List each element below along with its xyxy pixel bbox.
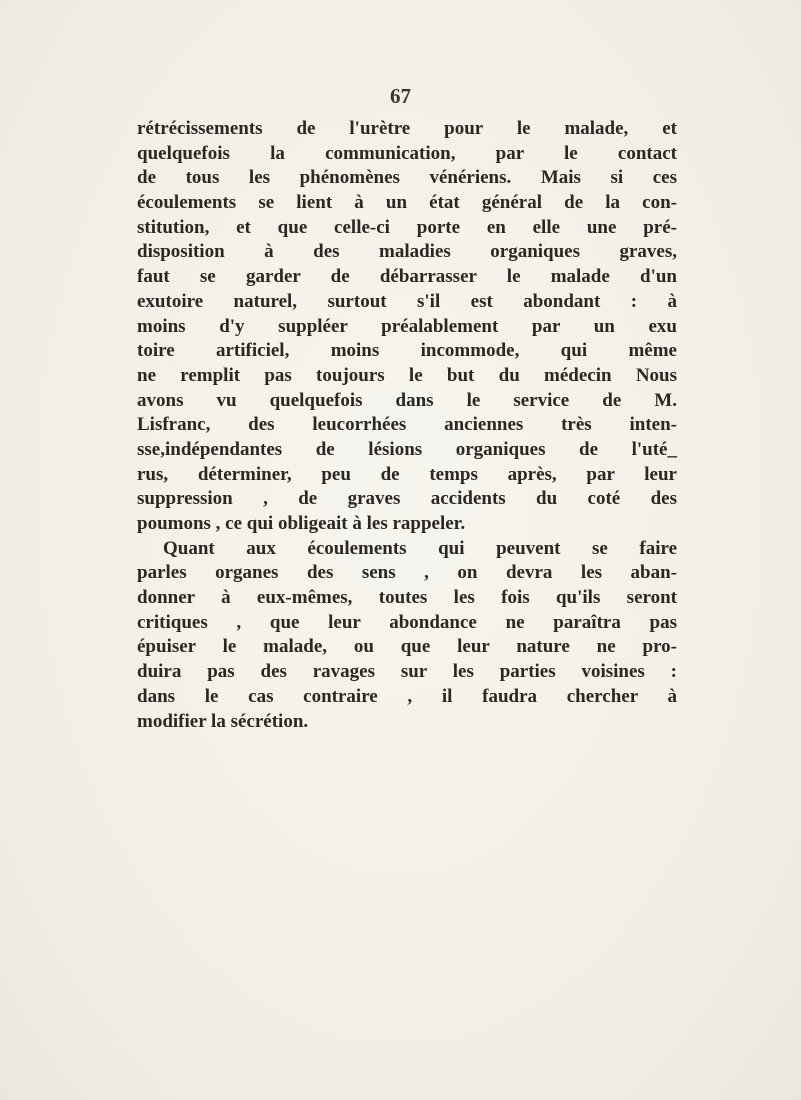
text-line: Quant aux écoulements qui peuvent se faire (163, 537, 677, 559)
text-line: écoulements se lient à un état général de la con- (137, 192, 677, 214)
text-line: ne remplit pas toujours le but du médecin Nous (137, 364, 677, 386)
text-line: toire artificiel, moins incommode, qui même (137, 340, 677, 362)
page-number: 67 (390, 84, 411, 108)
text-line: moins d'y suppléer préalablement par un exu (137, 315, 677, 337)
text-line: rétrécissements de l'urètre pour le malade, et (137, 118, 677, 139)
text-line: stitution, et que celle-ci porte en elle une pré- (137, 216, 677, 238)
text-line: Lisfranc, des leucorrhées anciennes très inten- (137, 414, 677, 436)
text-line: donner à eux-mêmes, toutes les fois qu'ils seront (137, 587, 677, 609)
text-line: quelquefois la communication, par le contact (137, 142, 677, 164)
text-line: de tous les phénomènes vénériens. Mais si ces (137, 167, 677, 189)
text-line: duira pas des ravages sur les parties voisines : (137, 661, 677, 683)
text-line: dans le cas contraire , il faudra chercher à (137, 685, 677, 707)
body-text (137, 117, 677, 734)
text-line: critiques , que leur abondance ne paraîtra pas (137, 611, 677, 633)
text-line: faut se garder de débarrasser le malade d'un (137, 266, 677, 288)
text-line: épuiser le malade, ou que leur nature ne pro- (137, 636, 677, 658)
text-line: modifier la sécrétion. (137, 710, 309, 732)
text-line: avons vu quelquefois dans le service de M. (137, 389, 677, 411)
text-line: parles organes des sens , on devra les aban- (137, 562, 677, 584)
text-line: sse,indépendantes de lésions organiques de l'uté_ (137, 438, 677, 460)
text-line: poumons , ce qui obligeait à les rappeler. (137, 513, 466, 534)
text-line: suppression , de graves accidents du coté des (137, 488, 677, 510)
text-line: disposition à des maladies organiques graves, (137, 241, 677, 263)
text-line: rus, déterminer, peu de temps après, par leur (137, 463, 677, 485)
text-line: exutoire naturel, surtout s'il est abondant : à (137, 290, 677, 312)
